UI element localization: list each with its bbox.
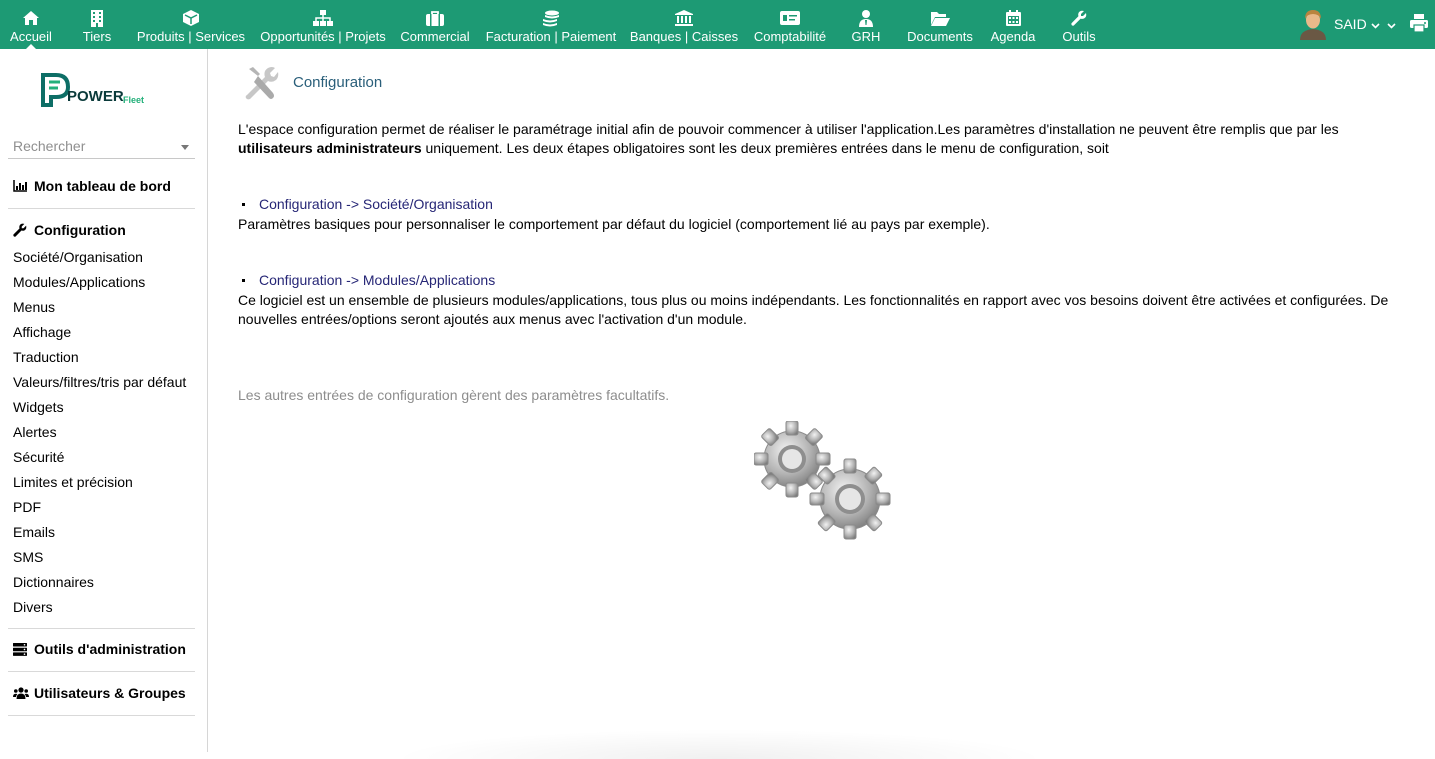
description-societe: Paramètres basiques pour personnaliser le comportement par défaut du logiciel (comportement lié au pays par exemple). xyxy=(238,216,990,232)
svg-text:POWER: POWER xyxy=(67,88,124,105)
cube-icon xyxy=(183,8,199,28)
print-icon[interactable] xyxy=(1410,14,1430,34)
chart-icon xyxy=(13,179,29,193)
building-icon xyxy=(90,8,104,28)
optional-note: Les autres entrées de configuration gèrent des paramètres facultatifs. xyxy=(238,387,670,403)
main-content xyxy=(209,49,1435,752)
nav-tiers[interactable] xyxy=(76,0,118,49)
sidebar-item-securite[interactable]: Sécurité xyxy=(13,449,65,465)
link-config-societe[interactable]: Configuration -> Société/Organisation xyxy=(259,196,493,212)
link-config-modules[interactable]: Configuration -> Modules/Applications xyxy=(259,272,496,288)
nav-label: Agenda xyxy=(990,29,1036,44)
footer-shadow xyxy=(389,729,1049,759)
intro-text-part: uniquement. Les deux étapes obligatoires sont les deux premières entrées dans le menu de configuration, soit xyxy=(421,140,1109,156)
user-tie-icon xyxy=(859,8,873,28)
search-placeholder: Rechercher xyxy=(13,138,86,154)
sidebar-configuration-label: Configuration xyxy=(34,222,126,238)
sidebar-admin-tools-label: Outils d'administration xyxy=(34,641,186,657)
nav-banques-caisses[interactable] xyxy=(628,0,740,49)
nav-accueil[interactable] xyxy=(6,0,56,49)
sidebar-item-divers[interactable]: Divers xyxy=(13,599,53,615)
sidebar-users-groups-label: Utilisateurs & Groupes xyxy=(34,685,186,701)
users-icon xyxy=(13,686,29,700)
sidebar-item-emails[interactable]: Emails xyxy=(13,524,56,540)
server-icon xyxy=(13,642,29,656)
intro-bold-text: utilisateurs administrateurs xyxy=(238,140,422,156)
sidebar-item-limites[interactable]: Limites et précision xyxy=(13,474,133,490)
nav-label: Banques | Caisses xyxy=(629,29,739,44)
list-item xyxy=(242,196,493,212)
divider xyxy=(8,628,195,629)
page-title: Configuration xyxy=(293,74,383,91)
sidebar-configuration[interactable] xyxy=(13,222,126,238)
logo[interactable] xyxy=(40,73,170,113)
nav-label: Produits | Services xyxy=(136,29,246,44)
intro-text-part: L'espace configuration permet de réaliser le paramétrage initial afin de pouvoir commencer à utiliser l'application.Les paramètres d'installation ne peuvent être remplis que par les xyxy=(238,121,1339,137)
sidebar-item-societe[interactable]: Société/Organisation xyxy=(13,249,143,265)
sidebar xyxy=(0,49,208,752)
tools-icon xyxy=(243,65,279,101)
user-menu[interactable] xyxy=(1298,6,1396,42)
nav-agenda[interactable] xyxy=(988,0,1038,49)
suitcase-icon xyxy=(426,8,444,28)
chevron-down-icon xyxy=(1371,16,1380,32)
wrench-icon xyxy=(13,223,29,237)
sidebar-item-affichage[interactable]: Affichage xyxy=(13,324,72,340)
money-check-icon xyxy=(780,8,800,28)
description-modules: Ce logiciel est un ensemble de plusieurs modules/applications, tous plus ou moins indépendants. Les fonctionnalités en rapport avec vos besoins doivent être activées et configurées. De nouvelles entrées/options seront ajoutés aux menus avec l'activation d'un module. xyxy=(238,292,1389,327)
nav-commercial[interactable] xyxy=(398,0,472,49)
divider xyxy=(8,208,195,209)
calendar-icon xyxy=(1006,8,1021,28)
nav-label: Tiers xyxy=(82,29,112,44)
nav-label: Accueil xyxy=(10,29,52,44)
sitemap-icon xyxy=(313,8,333,28)
folder-open-icon xyxy=(931,8,950,28)
sidebar-item-menus[interactable]: Menus xyxy=(13,299,56,315)
bullet-icon xyxy=(242,203,245,206)
caret-down-icon xyxy=(181,145,189,150)
sidebar-item-modules[interactable]: Modules/Applications xyxy=(13,274,146,290)
nav-opportunites-projets[interactable] xyxy=(258,0,388,49)
nav-label: Commercial xyxy=(400,29,470,44)
gears-icon xyxy=(754,421,894,543)
sidebar-item-alertes[interactable]: Alertes xyxy=(13,424,57,440)
nav-label: Comptabilité xyxy=(753,29,827,44)
avatar xyxy=(1298,8,1328,40)
sidebar-dashboard[interactable] xyxy=(13,178,171,194)
sidebar-item-dictionnaires[interactable]: Dictionnaires xyxy=(13,574,94,590)
sidebar-item-traduction[interactable]: Traduction xyxy=(13,349,79,365)
nav-label: Facturation | Paiement xyxy=(485,29,617,44)
nav-label: Documents xyxy=(907,29,973,44)
nav-label: GRH xyxy=(851,29,881,44)
divider xyxy=(8,671,195,672)
bullet-icon xyxy=(242,279,245,282)
nav-comptabilite[interactable] xyxy=(751,0,829,49)
sidebar-users-groups[interactable] xyxy=(13,685,186,701)
user-name: SAID xyxy=(1334,16,1367,32)
wrench-icon xyxy=(1071,8,1087,28)
list-item xyxy=(242,272,495,288)
svg-text:Fleet: Fleet xyxy=(123,95,145,105)
sidebar-item-sms[interactable]: SMS xyxy=(13,549,44,565)
nav-produits-services[interactable] xyxy=(134,0,248,49)
top-navigation-bar xyxy=(0,0,1435,49)
chevron-down-icon xyxy=(1387,16,1396,32)
nav-grh[interactable] xyxy=(849,0,883,49)
sidebar-admin-tools[interactable] xyxy=(13,641,186,657)
search-select[interactable] xyxy=(8,133,195,159)
intro-text xyxy=(238,120,1408,158)
nav-label: Outils xyxy=(1062,29,1096,44)
nav-facturation-paiement[interactable] xyxy=(483,0,619,49)
nav-documents[interactable] xyxy=(904,0,976,49)
sidebar-item-valeurs-defaut[interactable]: Valeurs/filtres/tris par défaut xyxy=(13,374,187,390)
coins-icon xyxy=(543,8,559,28)
nav-outils[interactable] xyxy=(1058,0,1100,49)
nav-label: Opportunités | Projets xyxy=(260,29,386,44)
sidebar-item-widgets[interactable]: Widgets xyxy=(13,399,64,415)
home-icon xyxy=(22,8,40,28)
sidebar-item-pdf[interactable]: PDF xyxy=(13,499,41,515)
sidebar-dashboard-label: Mon tableau de bord xyxy=(34,178,171,194)
divider xyxy=(8,715,195,716)
bank-icon xyxy=(675,8,693,28)
